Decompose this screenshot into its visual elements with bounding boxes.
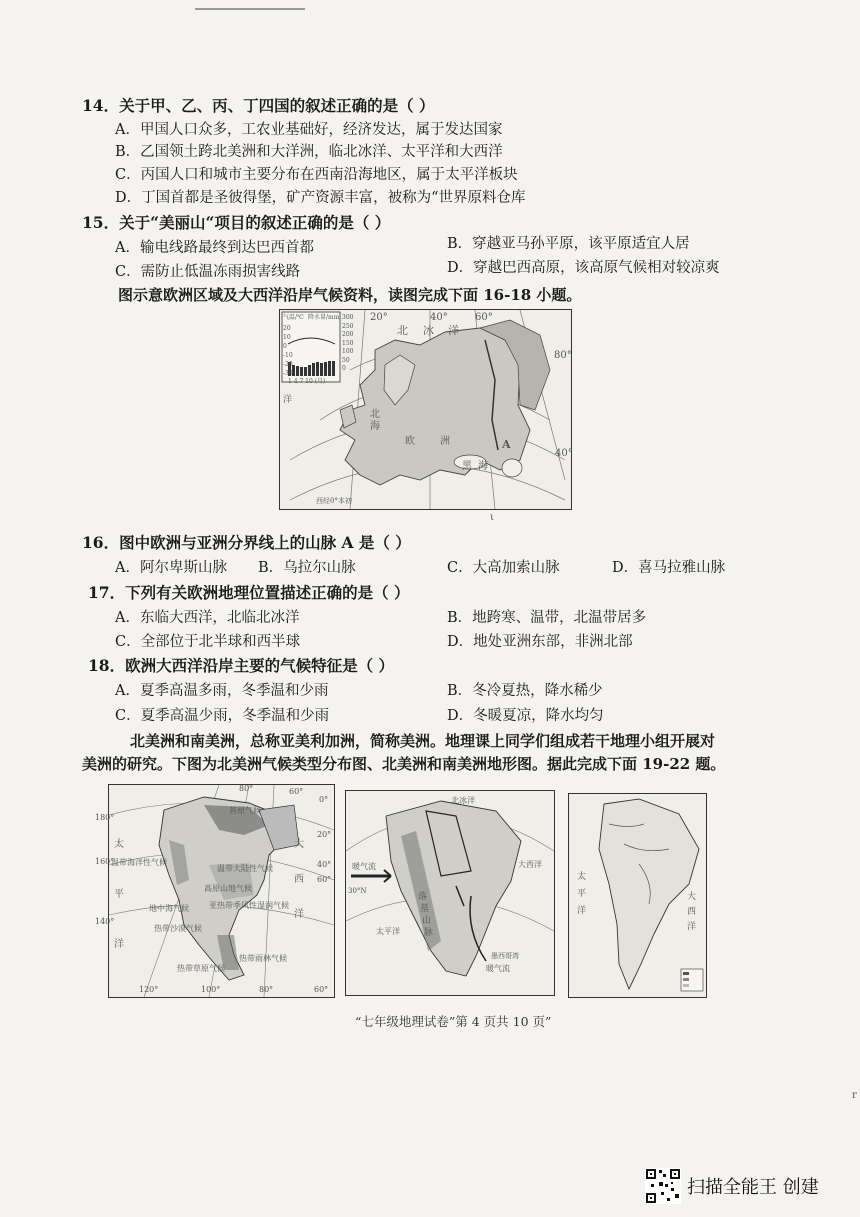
label-arctic-ocean: 北冰洋: [451, 796, 475, 805]
question-17-option-d: D．地处亚洲东部，非洲北部: [447, 634, 633, 650]
question-18-option-c: C．夏季高温少雨，冬季温和少雨: [115, 708, 330, 724]
south-america-terrain-map: [568, 793, 707, 998]
corner-mark: r: [852, 1090, 857, 1101]
label-gulf-2: 西: [498, 952, 505, 960]
question-14-option-d: D．丁国首都是圣彼得堡，矿产资源丰富，被称为“世界原料仓库: [115, 190, 526, 206]
map-label-ocean: 洋: [448, 324, 459, 337]
question-17-stem: 17．下列有关欧洲地理位置描述正确的是（ ）: [88, 583, 410, 602]
label-rocky-4: 脉: [424, 928, 434, 938]
question-16-option-a: A．阿尔卑斯山脉: [115, 560, 227, 576]
map-label-sea2: 海: [478, 461, 488, 472]
climate-tundra: 苔原气候: [229, 806, 261, 815]
lon-80-top: 80°: [239, 784, 254, 793]
question-18-stem: 18．欧洲大西洋沿岸主要的气候特征是（ ）: [88, 656, 394, 675]
climate-desert: 热带沙漠气候: [154, 924, 202, 933]
mountain-a-label: A: [502, 438, 511, 451]
map-label-deg40b: 40°: [555, 448, 573, 459]
qr-code-icon: [645, 1168, 681, 1204]
question-18-option-b: B．冬冷夏热，降水稀少: [447, 683, 603, 699]
lon-60-top: 60°: [289, 787, 304, 796]
question-16-option-c: C．大高加索山脉: [447, 560, 560, 576]
lon-100: 100°: [201, 985, 221, 994]
north-america-climate-map: [95, 784, 335, 998]
climate-precip-label: 降水量/mm: [308, 314, 340, 321]
question-14-option-a: A．甲国人口众多，工农业基础好，经济发达，属于发达国家: [115, 122, 503, 138]
sa-pacific-2: 平: [577, 889, 587, 899]
question-14-stem: 14．关于甲、乙、丙、丁四国的叙述正确的是（ ）: [82, 96, 435, 115]
page-mark: ι: [490, 512, 494, 523]
climate-highland: 高原山地气候: [204, 884, 252, 893]
question-18-option-d: D．冬暖夏凉，降水均匀: [447, 708, 604, 724]
ocean-label-6: 洋: [294, 909, 304, 920]
ocean-label-2: 平: [114, 889, 124, 900]
europe-map: [279, 309, 572, 510]
question-18-option-a: A．夏季高温多雨，冬季温和少雨: [115, 683, 329, 699]
lat-20: 20°: [317, 830, 332, 839]
sa-atlantic-1: 大: [687, 892, 697, 902]
question-17-option-c: C．全部位于北半球和西半球: [115, 634, 301, 650]
climate-precip-ticks: 300 250 200 150 100 50 0: [342, 314, 354, 372]
map-label-europe: 欧: [405, 436, 415, 447]
lat-60: 60°: [317, 875, 332, 884]
sa-atlantic-3: 洋: [687, 922, 697, 932]
label-rocky-2: 基: [420, 904, 430, 914]
label-rocky-1: 落: [418, 892, 428, 902]
map-label-deg20: 20°: [370, 312, 388, 323]
sa-atlantic-2: 西: [687, 907, 697, 917]
sa-pacific-3: 洋: [577, 906, 587, 916]
climate-rainforest: 热带雨林气候: [239, 954, 287, 963]
map-label-deg80: 80°: [554, 350, 572, 361]
intro-19-22-line2: 美洲的研究。下图为北美洲气候类型分布图、北美洲和南美洲地形图。据此完成下面 19-22 题。: [82, 755, 726, 773]
question-17-option-b: B．地跨寒、温带，北温带居多: [447, 610, 647, 626]
label-gulf-4: 湾: [512, 952, 519, 960]
map-label-sea-h: 海: [370, 421, 380, 432]
label-warm-flow-2: 暖气流: [486, 964, 510, 973]
question-15-stem: 15．关于“美丽山“项目的叙述正确的是（ ）: [82, 213, 391, 232]
label-rocky-3: 山: [422, 916, 432, 926]
climate-month-label: 1 4 7 10 (月): [288, 378, 326, 385]
question-15-option-d: D．穿越巴西高原，该高原气候相对较凉爽: [447, 260, 720, 276]
map-label-prime: 西经0°本初: [316, 497, 352, 505]
climate-savanna: 热带草原气候: [177, 964, 225, 973]
map-label-black: 黑: [462, 461, 472, 472]
lat-0: 0°: [319, 795, 329, 804]
scanner-text: 扫描全能王 创建: [687, 1177, 819, 1198]
ocean-label-3: 洋: [114, 939, 124, 950]
lon-160: 160°: [95, 857, 115, 866]
label-pacific: 太平洋: [376, 927, 400, 936]
question-16-stem: 16．图中欧洲与亚洲分界线上的山脉 A 是（ ）: [82, 533, 411, 552]
map-label-ice: 冰: [423, 324, 434, 337]
label-30n: 30°N: [348, 887, 367, 895]
climate-maritime: 温带海洋性气候: [111, 858, 167, 867]
map-label-north: 北: [397, 324, 408, 337]
map-label-deg60: 60°: [475, 312, 493, 323]
question-16-option-b: B．乌拉尔山脉: [258, 560, 356, 576]
sa-pacific-1: 太: [577, 872, 587, 882]
question-15-option-a: A．输电线路最终到达巴西首都: [115, 240, 314, 256]
lon-60: 60°: [314, 985, 329, 994]
question-14-option-c: C．丙国人口和城市主要分布在西南沿海地区，属于太平洋板块: [115, 167, 518, 183]
question-17-option-a: A．东临大西洋，北临北冰洋: [115, 610, 300, 626]
page-footer: “七年级地理试卷”第 4 页共 10 页”: [355, 1014, 552, 1029]
lon-180: 180°: [95, 813, 115, 822]
lon-80: 80°: [259, 985, 274, 994]
climate-mediterranean: 地中海气候: [149, 904, 189, 913]
intro-19-22-line1: 北美洲和南美洲，总称亚美利加洲，简称美洲。地理课上同学们组成若干地理小组开展对: [130, 732, 716, 750]
ocean-label-4: 大: [294, 839, 304, 850]
map-label-yang: 洋: [283, 395, 293, 405]
question-15-option-c: C．需防止低温冻雨损害线路: [115, 264, 301, 280]
map-label-sea-n: 北: [370, 409, 380, 420]
lat-40: 40°: [317, 860, 332, 869]
lon-120: 120°: [139, 985, 159, 994]
question-14-option-b: B．乙国领土跨北美洲和大洋洲，临北冰洋、太平洋和大西洋: [115, 144, 503, 160]
map-label-continent: 洲: [440, 436, 450, 447]
ocean-label-5: 西: [294, 874, 304, 885]
climate-temp-label: 气温/℃: [283, 314, 304, 321]
question-15-option-b: B．穿越亚马孙平原，该平原适宜人居: [447, 236, 690, 252]
label-gulf-3: 哥: [505, 952, 512, 960]
intro-16-18: 图示意欧洲区域及大西洋沿岸气候资料，读图完成下面 16-18 小题。: [118, 286, 582, 304]
climate-temp-ticks: 20 10 0 -10 -20 -30: [283, 325, 293, 377]
ocean-label-1: 太: [114, 839, 124, 850]
label-atlantic: 大西洋: [518, 860, 542, 869]
top-divider: [195, 8, 305, 10]
label-warm-flow: 暖气流: [352, 862, 376, 871]
climate-continental: 温带大陆性气候: [217, 864, 273, 873]
climate-subtropical: 亚热带季风性湿润气候: [209, 901, 289, 910]
scanner-watermark: [645, 1168, 819, 1204]
label-gulf-1: 墨: [491, 952, 498, 960]
lon-140: 140°: [95, 917, 115, 926]
north-america-terrain-map: [345, 790, 555, 996]
map-label-deg40: 40°: [430, 312, 448, 323]
question-16-option-d: D．喜马拉雅山脉: [612, 560, 726, 576]
